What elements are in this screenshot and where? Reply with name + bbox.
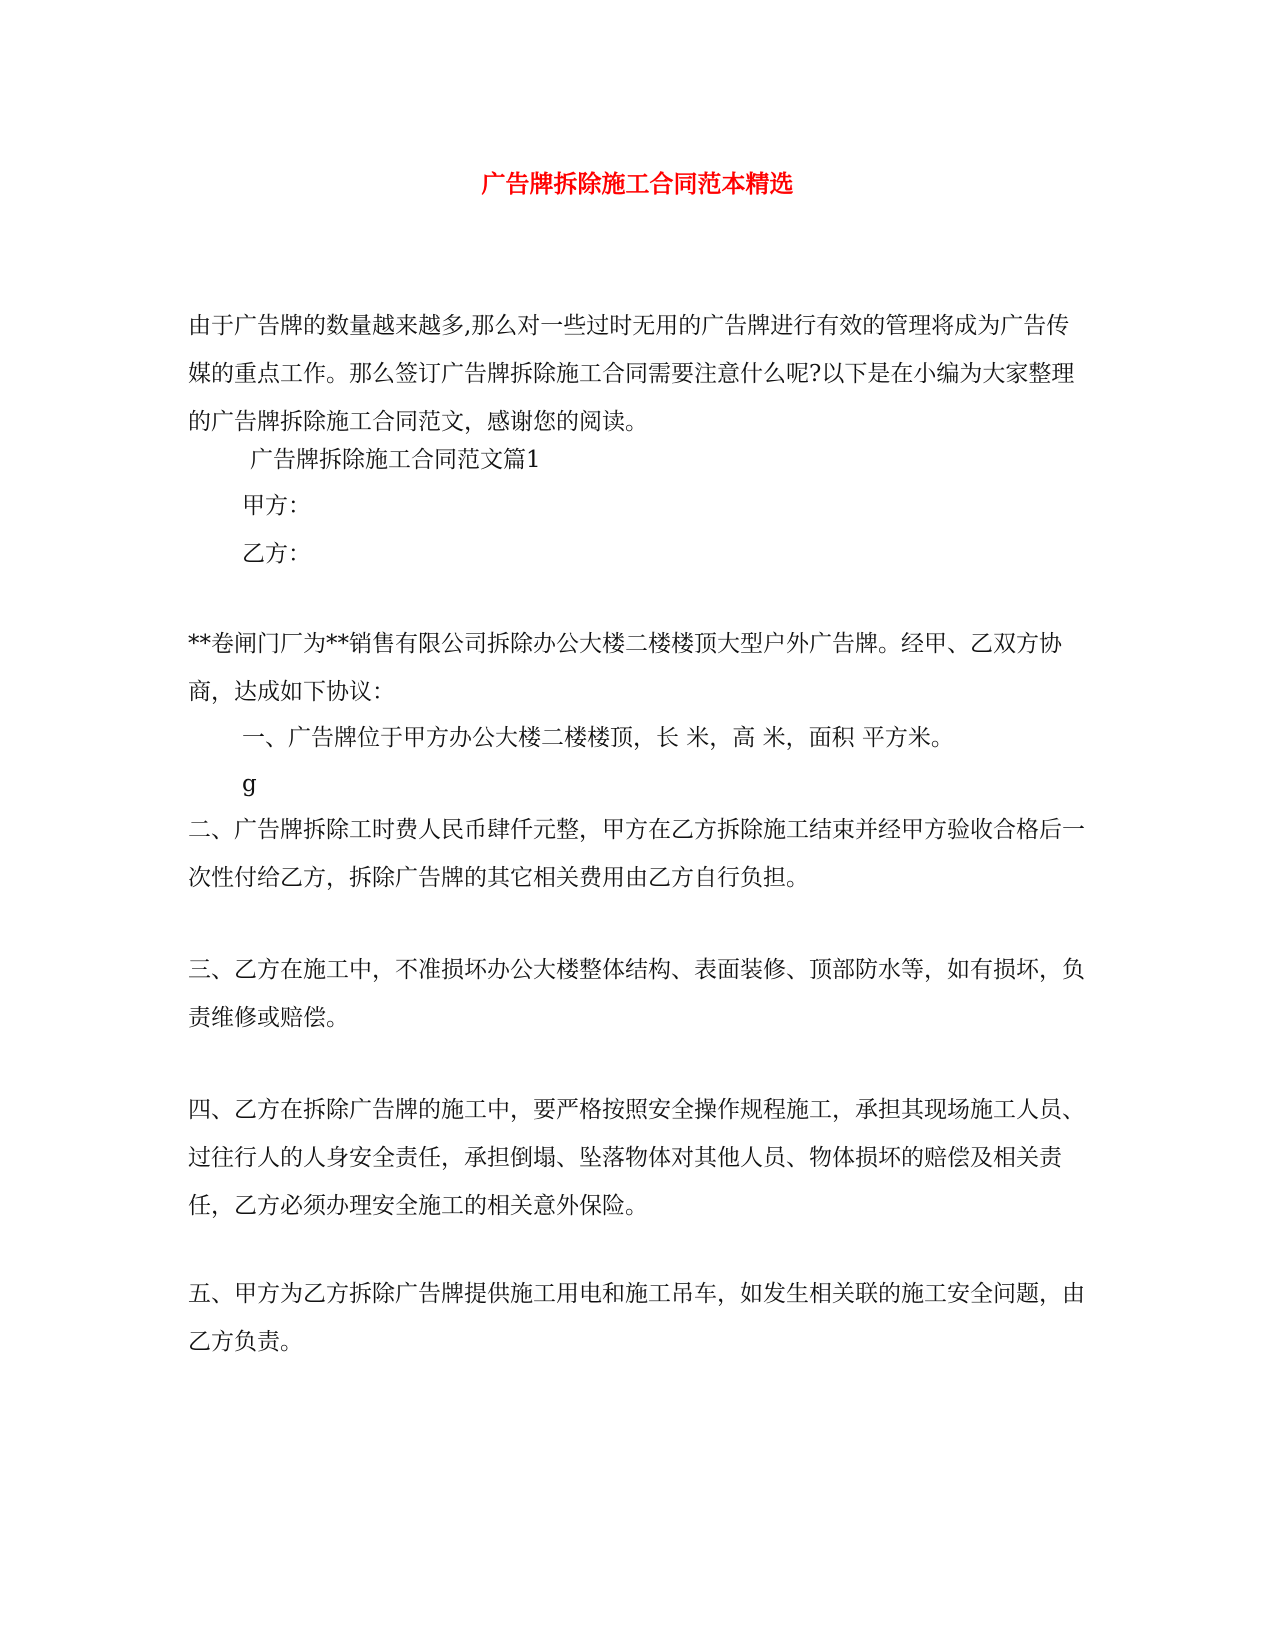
clause-4: 四、乙方在拆除广告牌的施工中，要严格按照安全操作规程施工，承担其现场施工人员、过往行人的人身安全责任，承担倒塌、坠落物体对其他人员、物体损坏的赔偿及相关责任，乙方必须办理安全施工的相关意外保险。 <box>188 1097 1085 1219</box>
preamble-paragraph: **卷闸门厂为**销售有限公司拆除办公大楼二楼楼顶大型户外广告牌。经甲、乙双方协商，达成如下协议： <box>188 631 1062 705</box>
section-heading: 广告牌拆除施工合同范文篇1 <box>250 447 541 473</box>
clause-2: 二、广告牌拆除工时费人民币肆仟元整，甲方在乙方拆除施工结束并经甲方验收合格后一次性付给乙方，拆除广告牌的其它相关费用由乙方自行负担。 <box>188 817 1085 891</box>
party-b-label: 乙方： <box>242 541 311 567</box>
party-a-label: 甲方： <box>242 493 311 519</box>
document-title: 广告牌拆除施工合同范本精选 <box>481 169 794 198</box>
intro-paragraph: 由于广告牌的数量越来越多,那么对一些过时无用的广告牌进行有效的管理将成为广告传媒的重点工作。那么签订广告牌拆除施工合同需要注意什么呢?以下是在小编为大家整理的广告牌拆除施工合同范文，感谢您的阅读。 <box>188 313 1075 435</box>
stray-character: g <box>242 771 257 797</box>
clause-5: 五、甲方为乙方拆除广告牌提供施工用电和施工吊车，如发生相关联的施工安全问题，由乙方负责。 <box>188 1281 1085 1355</box>
clause-3: 三、乙方在施工中，不准损坏办公大楼整体结构、表面装修、顶部防水等，如有损坏，负责维修或赔偿。 <box>188 957 1085 1031</box>
clause-1: 一、广告牌位于甲方办公大楼二楼楼顶，长 米，高 米，面积 平方米。 <box>242 725 954 751</box>
